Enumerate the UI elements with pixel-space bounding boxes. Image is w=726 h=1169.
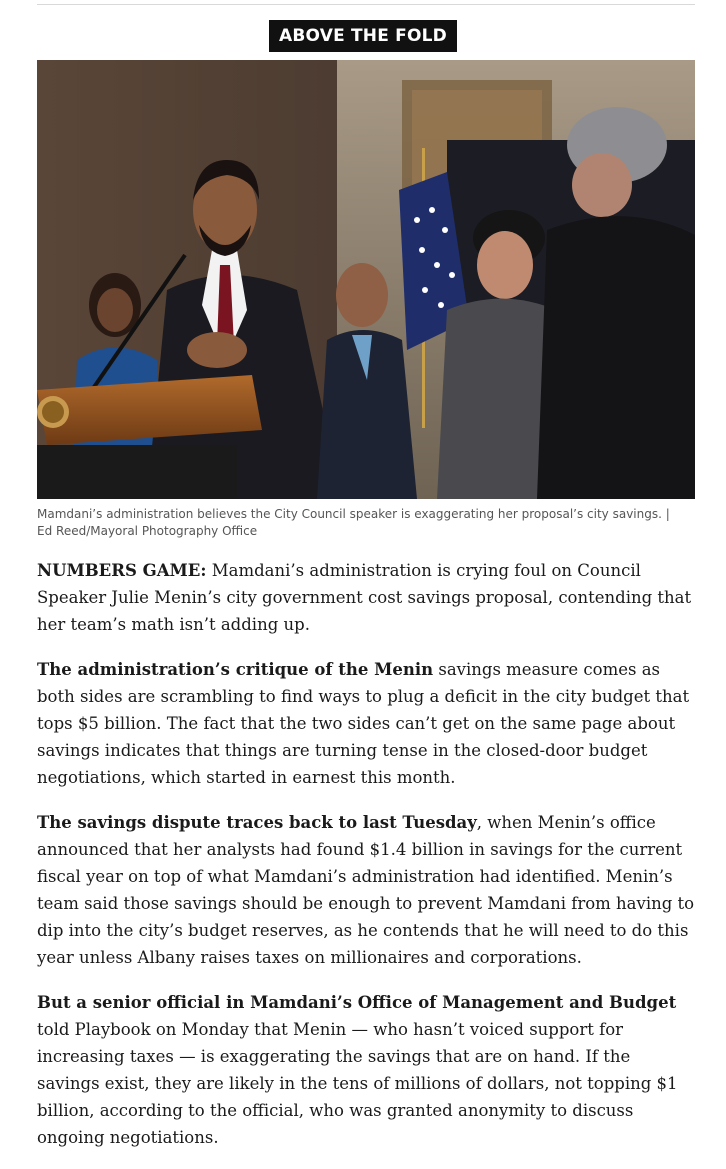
article-body: [37, 557, 697, 1169]
paragraph-lead: The administration’s critique of the Menin: [37, 660, 434, 679]
section-label-container: [0, 20, 726, 52]
paragraph-text: , when Menin’s office announced that her analysts had found $1.4 billion in savings for the current fiscal year on top of what Mamdani’s administration had identified. Menin’s team said those savings should be enough to prevent Mamdani from having to dip into the city’s budget reserves, as he contends that he will need to do this year unless Albany raises taxes on millionaires and corporations.: [37, 813, 695, 967]
paragraph: [37, 557, 697, 638]
paragraph: [37, 989, 697, 1151]
photo-caption: Mamdani’s administration believes the City Council speaker is exaggerating her proposal’s city savings. | Ed Reed/Mayoral Photography Office: [37, 507, 670, 538]
section-label: ABOVE THE FOLD: [269, 20, 457, 52]
article-photo: [37, 60, 695, 499]
paragraph-text: told Playbook on Monday that Menin — who hasn’t voiced support for increasing taxes — is exaggerating the savings that are on hand. If the savings exist, they are likely in the tens of millions of dollars, not topping $1 billion, according to the official, who was granted anonymity to discuss ongoing negotiations.: [37, 1020, 678, 1147]
paragraph-text: Mamdani’s administration is crying foul on Council Speaker Julie Menin’s city government cost savings proposal, contending that her team’s math isn’t adding up.: [37, 561, 692, 634]
paragraph-lead: The savings dispute traces back to last Tuesday: [37, 813, 477, 832]
paragraph-text: savings measure comes as both sides are scrambling to find ways to plug a deficit in the city budget that tops $5 billion. The fact that the two sides can’t get on the same page about savings indicates that things are turning tense in the closed-door budget negotiations, which started in earnest this month.: [37, 660, 690, 787]
paragraph: [37, 656, 697, 791]
paragraph-lead: But a senior official in Mamdani’s Office of Management and Budget: [37, 993, 677, 1012]
paragraph-lead: NUMBERS GAME:: [37, 561, 207, 580]
top-divider: [37, 4, 695, 5]
paragraph: [37, 809, 697, 971]
